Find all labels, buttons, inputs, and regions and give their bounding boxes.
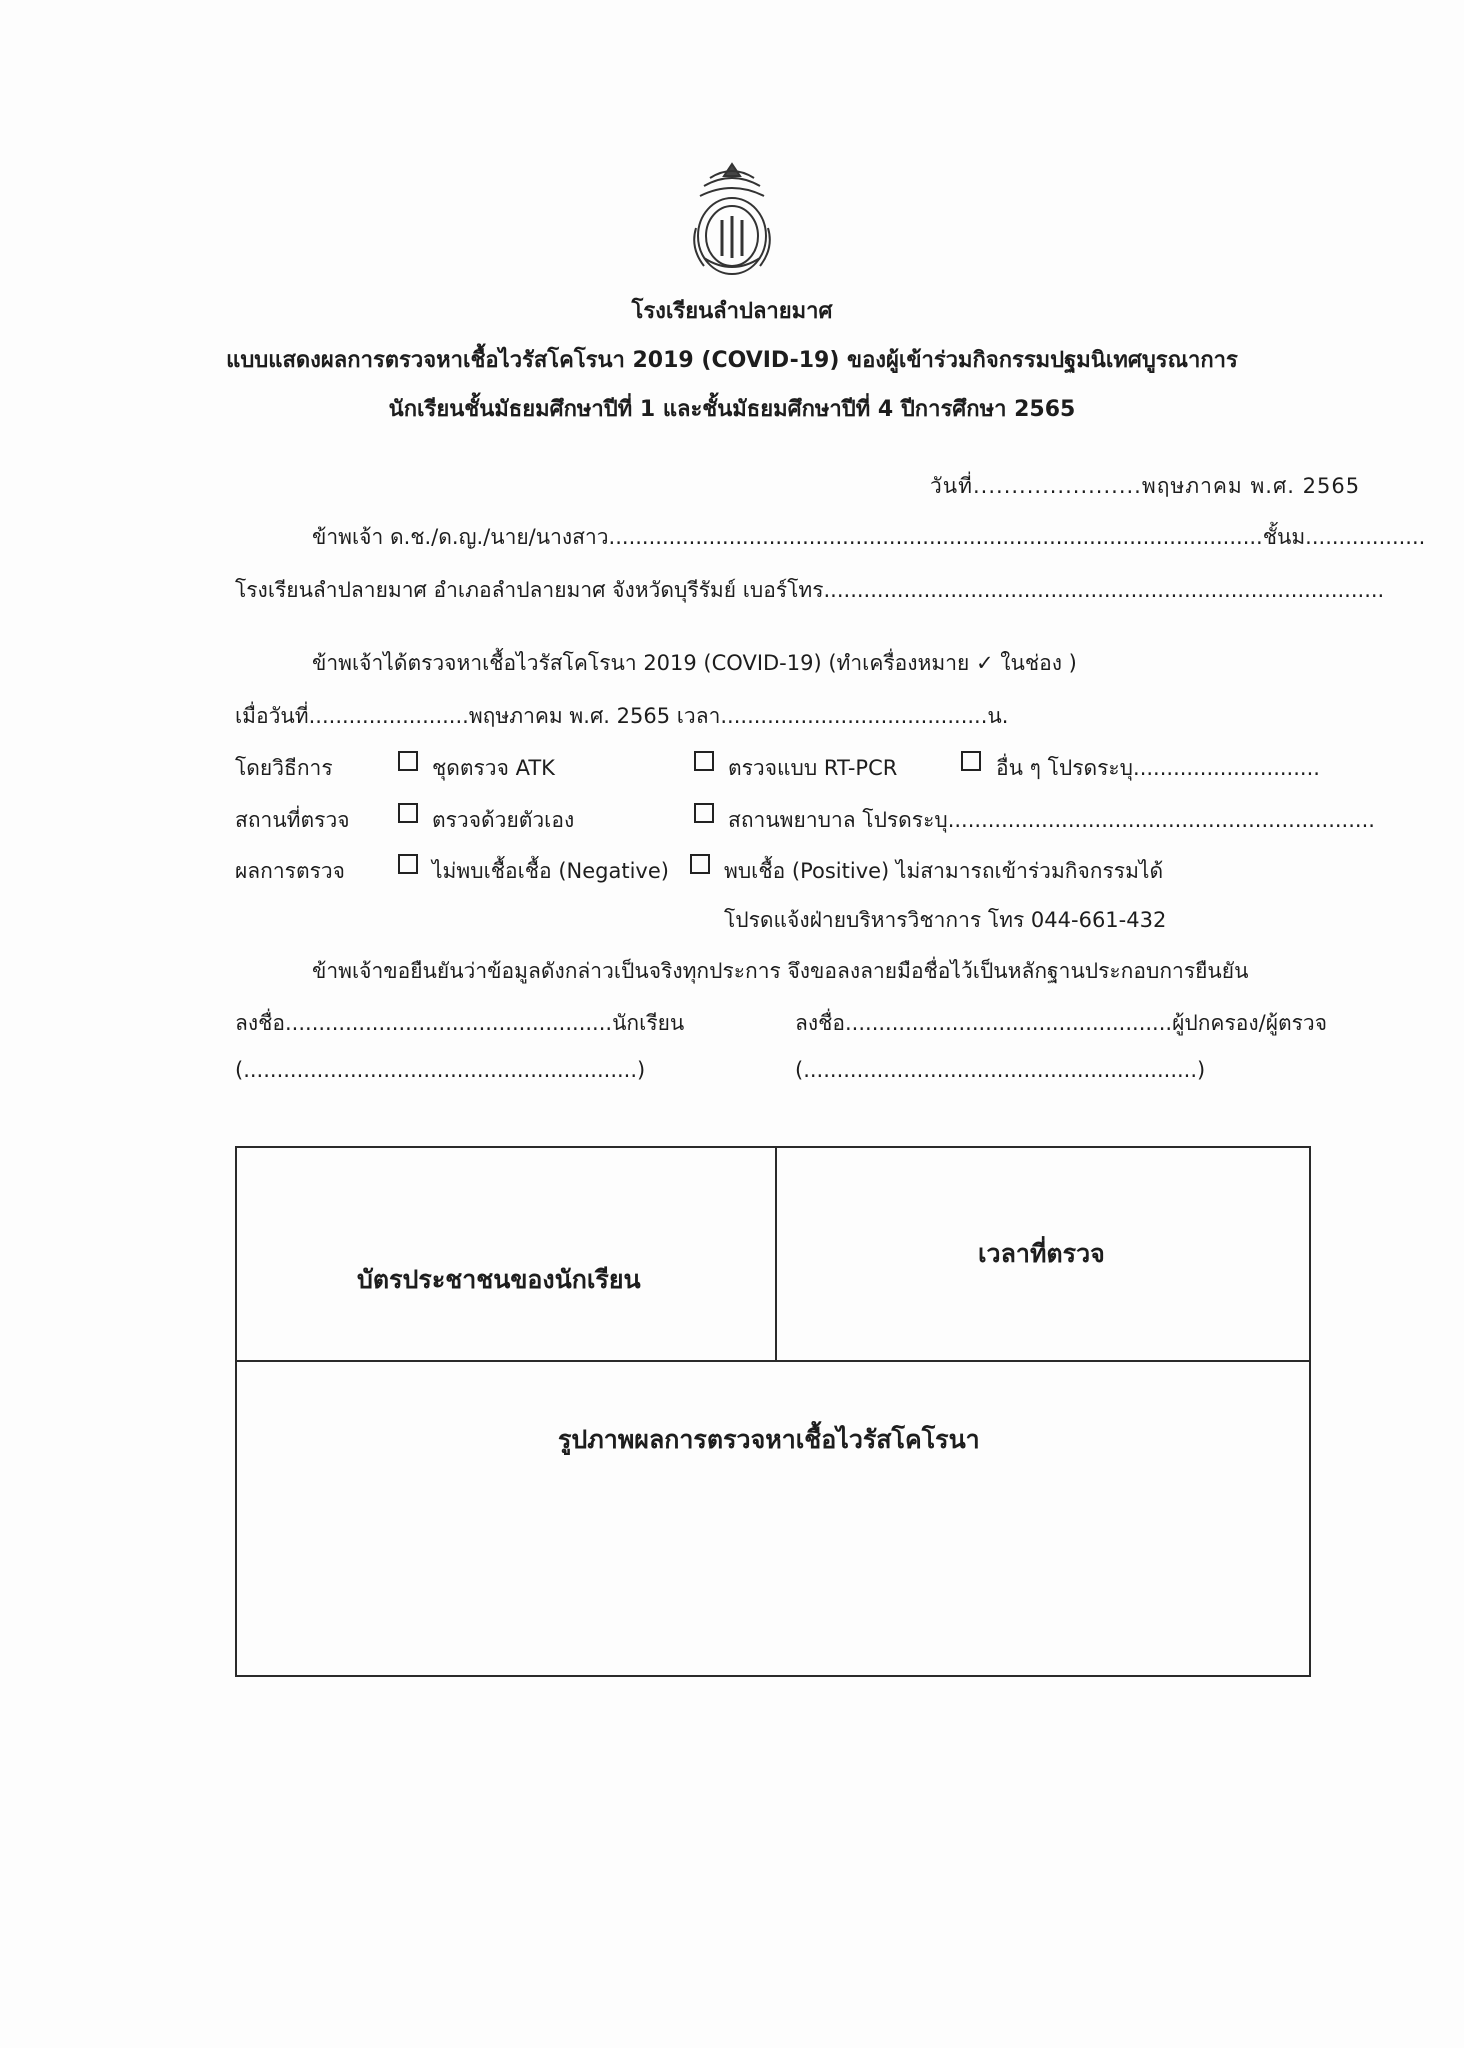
table-vertical-divider	[775, 1148, 777, 1360]
school-address-line: โรงเรียนลำปลายมาศ อำเภอลำปลายมาศ จังหวัดบุรีรัมย์ เบอร์โทร....................................................................................	[235, 578, 1385, 602]
place-self-checkbox[interactable]	[398, 803, 418, 823]
method-atk-checkbox[interactable]	[398, 751, 418, 771]
method-rtpcr-label: ตรวจแบบ RT-PCR	[728, 756, 898, 780]
guardian-signature-line: ลงชื่อ.................................................ผู้ปกครอง/ผู้ตรวจ	[795, 1011, 1328, 1035]
result-image-cell-label: รูปภาพผลการตรวจหาเชื้อไวรัสโคโรนา	[558, 1425, 980, 1454]
guardian-printed-name-line: (...........................................................)	[795, 1058, 1206, 1082]
place-hospital-label: สถานพยาบาล โปรดระบุ................................................................	[728, 808, 1375, 832]
result-positive-checkbox[interactable]	[690, 854, 710, 874]
method-label: โดยวิธีการ	[235, 756, 333, 780]
confirmation-text: ข้าพเจ้าขอยืนยันว่าข้อมูลดังกล่าวเป็นจริงทุกประการ จึงขอลงลายมือชื่อไว้เป็นหลักฐานประกอบการยืนยัน	[312, 959, 1249, 983]
place-self-label: ตรวจด้วยตัวเอง	[432, 808, 575, 832]
form-title-line2: นักเรียนชั้นมัธยมศึกษาปีที่ 1 และชั้นมัธยมศึกษาปีที่ 4 ปีการศึกษา 2565	[388, 397, 1076, 422]
test-time-cell-label: เวลาที่ตรวจ	[978, 1239, 1105, 1268]
method-other-checkbox[interactable]	[961, 751, 981, 771]
student-printed-name-line: (...........................................................)	[235, 1058, 646, 1082]
result-negative-checkbox[interactable]	[398, 854, 418, 874]
test-intro-text: ข้าพเจ้าได้ตรวจหาเชื้อไวรัสโคโรนา 2019 (COVID-19) (ทำเครื่องหมาย ✓ ในช่อง )	[312, 651, 1077, 675]
form-title-line1: แบบแสดงผลการตรวจหาเชื้อไวรัสโคโรนา 2019 (COVID-19) ของผู้เข้าร่วมกิจกรรมปฐมนิเทศบูรณาการ	[226, 348, 1238, 373]
student-signature-line: ลงชื่อ.................................................นักเรียน	[235, 1011, 685, 1035]
id-card-cell-label: บัตรประชาชนของนักเรียน	[357, 1265, 641, 1294]
method-other-label: อื่น ๆ โปรดระบุ............................	[996, 756, 1320, 780]
result-label: ผลการตรวจ	[235, 859, 345, 883]
school-crest-logo	[682, 158, 782, 280]
school-name: โรงเรียนลำปลายมาศ	[631, 299, 833, 324]
test-date-time-line: เมื่อวันที่........................พฤษภาคม พ.ศ. 2565 เวลา........................................น.	[235, 704, 1009, 728]
date-line: วันที่......................พฤษภาคม พ.ศ. 2565	[930, 474, 1361, 498]
method-atk-label: ชุดตรวจ ATK	[432, 756, 555, 780]
result-contact-note: โปรดแจ้งฝ่ายบริหารวิชาการ โทร 044-661-432	[724, 908, 1167, 932]
place-hospital-checkbox[interactable]	[694, 803, 714, 823]
place-label: สถานที่ตรวจ	[235, 808, 350, 832]
method-rtpcr-checkbox[interactable]	[694, 751, 714, 771]
result-negative-label: ไม่พบเชื้อเชื้อ (Negative)	[432, 859, 669, 883]
table-horizontal-divider	[237, 1360, 1309, 1362]
attachment-table	[235, 1146, 1311, 1677]
student-name-line: ข้าพเจ้า ด.ช./ด.ญ./นาย/นางสาว..................................................................................................ชั้นม..................	[312, 525, 1426, 549]
result-positive-label: พบเชื้อ (Positive) ไม่สามารถเข้าร่วมกิจกรรมได้	[724, 859, 1164, 883]
